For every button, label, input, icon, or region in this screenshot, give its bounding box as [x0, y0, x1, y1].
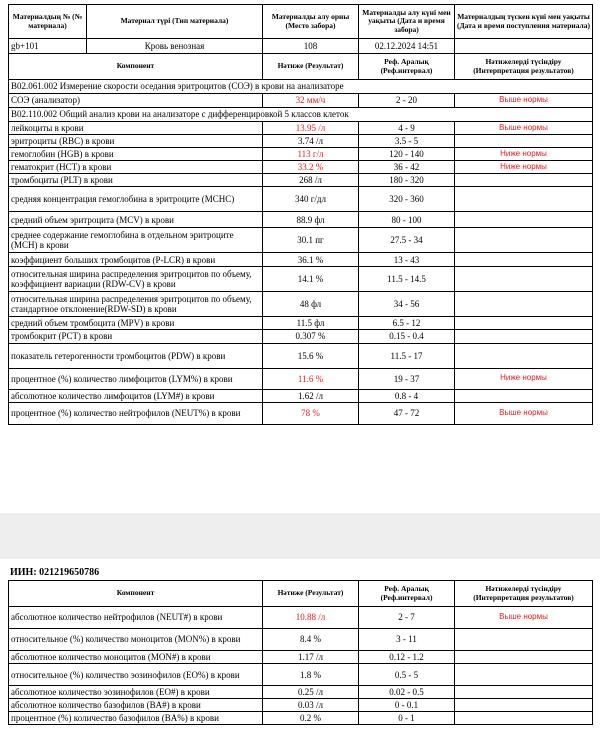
component-name: коэффициент больших тромбоцитов (P-LCR) в крови [9, 253, 263, 267]
columns-header-row [9, 581, 593, 607]
reference-range: 6.5 - 12 [359, 317, 455, 330]
component-name: процентное (%) количество лимфоцитов (LYM%) в крови [9, 368, 263, 389]
material-number-header: Материалдың № (№ материала) [9, 5, 87, 39]
iin-label: ИИН: 021219650786 [10, 567, 100, 578]
component-name: показатель гетерогенности тромбоцитов (PDW) в крови [9, 343, 263, 368]
result-value: 13.95 /л [263, 122, 359, 135]
result-value: 0.25 /л [263, 686, 359, 699]
result-value: 10.88 /л [263, 607, 359, 629]
interpretation [455, 712, 593, 725]
reference-range: 120 - 140 [359, 148, 455, 161]
table-row [9, 228, 593, 253]
material-number: gb+101 [9, 39, 87, 54]
cbc-rows [9, 122, 593, 425]
interpretation [455, 664, 593, 686]
component-name: абсолютное количество базофилов (BA#) в крови [9, 699, 263, 712]
material-type: Кровь венозная [87, 39, 263, 54]
interpretation: Выше нормы [455, 94, 593, 108]
component-name: относительное (%) количество моноцитов (MON%) в крови [9, 629, 263, 651]
component-name: тромбокрит (PCT) в крови [9, 330, 263, 343]
interpretation: Ниже нормы [455, 148, 593, 161]
interpretation [455, 651, 593, 664]
component-name: гематокрит (HCT) в крови [9, 161, 263, 174]
collection-place: 108 [263, 39, 359, 54]
interpretation [455, 343, 593, 368]
component-name: процентное (%) количество нейтрофилов (NEUT%) в крови [9, 402, 263, 424]
table-row [9, 317, 593, 330]
result-value: 268 /л [263, 174, 359, 187]
interpretation: Ниже нормы [455, 161, 593, 174]
reference-range: 0.15 - 0.4 [359, 330, 455, 343]
table-row [9, 402, 593, 424]
interpretation [455, 330, 593, 343]
table-row [9, 651, 593, 664]
reference-range: 19 - 37 [359, 368, 455, 389]
reference-range: 2 - 20 [359, 94, 455, 108]
reference-range: 0.5 - 5 [359, 664, 455, 686]
component-name: относительная ширина распределения эритроцитов по объему, коэффициент вариации (RDW-CV) в крови [9, 267, 263, 292]
component-name: среднее содержание гемоглобина в отдельном эритроците (MCH) в крови [9, 228, 263, 253]
page2-rows [9, 607, 593, 725]
interpretation: Выше нормы [455, 122, 593, 135]
table-row [9, 330, 593, 343]
result-value: 78 % [263, 402, 359, 424]
section-title-row [9, 108, 593, 122]
table-row [9, 607, 593, 629]
reference-range: 3 - 11 [359, 629, 455, 651]
table-row [9, 699, 593, 712]
result-value: 36.1 % [263, 253, 359, 267]
reference-range: 0.12 - 1.2 [359, 651, 455, 664]
reference-range: 3.5 - 5 [359, 135, 455, 148]
interpretation [455, 686, 593, 699]
result-value: 340 г/дл [263, 187, 359, 212]
component-header: Компонент [9, 581, 263, 607]
interpretation-header: Нәтижелерді түсіндіру (Интерпретация результатов) [455, 581, 593, 607]
table-row [9, 664, 593, 686]
table-row [9, 686, 593, 699]
result-value: 11.5 фл [263, 317, 359, 330]
results-table-page2 [8, 580, 593, 725]
component-name: СОЭ (анализатор) [9, 94, 263, 108]
reference-range: 11.5 - 17 [359, 343, 455, 368]
table-row [9, 343, 593, 368]
collection-place-header: Материалды алу орны (Место забора) [263, 5, 359, 39]
table-row [9, 212, 593, 228]
collection-date-header: Материалды алу күні мен уақыты (Дата и время забора) [359, 5, 455, 39]
component-name: средний объем эритроцита (MCV) в крови [9, 212, 263, 228]
reference-range: 0.8 - 4 [359, 389, 455, 402]
component-name: абсолютное количество лимфоцитов (LYM#) в крови [9, 389, 263, 402]
reference-header: Реф. Аралық (Реф.интервал) [359, 54, 455, 80]
reference-header: Реф. Аралық (Реф.интервал) [359, 581, 455, 607]
reference-range: 34 - 56 [359, 292, 455, 317]
reference-range: 2 - 7 [359, 607, 455, 629]
component-name: процентное (%) количество базофилов (BA%) в крови [9, 712, 263, 725]
material-row [9, 39, 593, 54]
component-name: средний объем тромбоцита (MPV) в крови [9, 317, 263, 330]
component-name: средняя концентрация гемоглобина в эритроците (MCHC) [9, 187, 263, 212]
table-row [9, 174, 593, 187]
table-row [9, 135, 593, 148]
table-row [9, 161, 593, 174]
columns-header-row [9, 54, 593, 80]
interpretation [455, 699, 593, 712]
result-value: 88.9 фл [263, 212, 359, 228]
result-value: 0.2 % [263, 712, 359, 725]
table-row [9, 292, 593, 317]
material-header-row [9, 5, 593, 39]
reference-range: 0.02 - 0.5 [359, 686, 455, 699]
interpretation [455, 629, 593, 651]
component-name: относительная ширина распределения эритроцитов по объему, стандартное отклонение(RDW-SD) в крови [9, 292, 263, 317]
result-header: Нәтиже (Результат) [263, 54, 359, 80]
receipt-date [455, 39, 593, 54]
results-table-page1 [8, 4, 593, 425]
result-value: 30.1 пг [263, 228, 359, 253]
component-name: абсолютное количество нейтрофилов (NEUT#) в крови [9, 607, 263, 629]
component-name: лейкоциты в крови [9, 122, 263, 135]
table-row [9, 187, 593, 212]
reference-range: 36 - 42 [359, 161, 455, 174]
result-value: 1.17 /л [263, 651, 359, 664]
section-title-cbc: В02.110.002 Общий анализ крови на анализаторе с дифференцировкой 5 классов клеток [9, 108, 593, 122]
table-row [9, 253, 593, 267]
interpretation: Выше нормы [455, 402, 593, 424]
table-row [9, 122, 593, 135]
result-value: 48 фл [263, 292, 359, 317]
table-row [9, 267, 593, 292]
result-value: 3.74 /л [263, 135, 359, 148]
section-title-row [9, 80, 593, 94]
interpretation [455, 389, 593, 402]
result-value: 1.8 % [263, 664, 359, 686]
reference-range: 13 - 43 [359, 253, 455, 267]
interpretation [455, 135, 593, 148]
page-break [0, 513, 600, 559]
reference-range: 180 - 320 [359, 174, 455, 187]
interpretation [455, 187, 593, 212]
interpretation [455, 212, 593, 228]
component-name: относительное (%) количество эозинофилов (EO%) в крови [9, 664, 263, 686]
reference-range: 47 - 72 [359, 402, 455, 424]
component-name: абсолютное количество эозинофилов (EO#) в крови [9, 686, 263, 699]
interpretation: Выше нормы [455, 607, 593, 629]
interpretation [455, 253, 593, 267]
interpretation [455, 292, 593, 317]
result-value: 8.4 % [263, 629, 359, 651]
reference-range: 27.5 - 34 [359, 228, 455, 253]
interpretation: Ниже нормы [455, 368, 593, 389]
result-value: 0.307 % [263, 330, 359, 343]
component-name: гемоглобин (HGB) в крови [9, 148, 263, 161]
section-title-esr: В02.061.002 Измерение скорости оседания эритроцитов (СОЭ) в крови на анализаторе [9, 80, 593, 94]
interpretation [455, 228, 593, 253]
component-name: эритроциты (RBC) в крови [9, 135, 263, 148]
receipt-date-header: Материалдың түскен күні мен уақыты (Дата и время поступления материала) [455, 5, 593, 39]
component-name: тромбоциты (PLT) в крови [9, 174, 263, 187]
result-value: 113 г/л [263, 148, 359, 161]
reference-range: 11.5 - 14.5 [359, 267, 455, 292]
interpretation-header: Нәтижелерді түсіндіру (Интерпретация результатов) [455, 54, 593, 80]
result-value: 1.62 /л [263, 389, 359, 402]
result-value: 0.03 /л [263, 699, 359, 712]
result-header: Нәтиже (Результат) [263, 581, 359, 607]
interpretation [455, 267, 593, 292]
reference-range: 4 - 9 [359, 122, 455, 135]
material-type-header: Материал түрі (Тип материала) [87, 5, 263, 39]
component-header: Компонент [9, 54, 263, 80]
result-value: 15.6 % [263, 343, 359, 368]
interpretation [455, 317, 593, 330]
reference-range: 80 - 100 [359, 212, 455, 228]
result-value: 32 мм/ч [263, 94, 359, 108]
table-row [9, 94, 593, 108]
reference-range: 0 - 0.1 [359, 699, 455, 712]
reference-range: 0 - 1 [359, 712, 455, 725]
result-value: 33.2 % [263, 161, 359, 174]
component-name: абсолютное количество моноцитов (MON#) в крови [9, 651, 263, 664]
table-row [9, 712, 593, 725]
table-row [9, 389, 593, 402]
table-row [9, 629, 593, 651]
collection-date: 02.12.2024 14:51 [359, 39, 455, 54]
table-row [9, 148, 593, 161]
table-row [9, 368, 593, 389]
reference-range: 320 - 360 [359, 187, 455, 212]
result-value: 14.1 % [263, 267, 359, 292]
result-value: 11.6 % [263, 368, 359, 389]
interpretation [455, 174, 593, 187]
